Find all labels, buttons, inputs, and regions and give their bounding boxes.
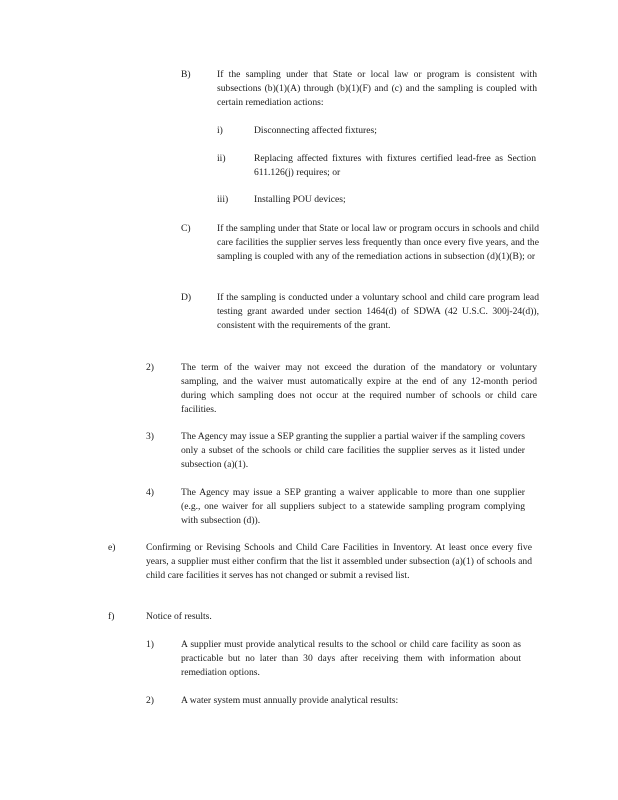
item-label: i) [217,125,223,136]
item-text: A water system must annually provide analytical results: [181,695,399,706]
item-text: The Agency may issue a SEP granting the supplier a partial waiver if the sampling covers only a subset of the schools or child care facilities the supplier serves as it listed under subsection (a)(1). [181,431,525,470]
item-label: iii) [217,194,229,205]
item-label: f) [108,611,115,622]
item-text: The Agency may issue a SEP granting a waiver applicable to more than one supplier (e.g., one waiver for all suppliers subject to a statewide sampling program complying with subsection (d)). [181,487,525,526]
item-label: 3) [146,431,154,442]
item-label: B) [181,69,191,80]
item-text: Notice of results. [146,611,212,622]
item-text: Confirming or Revising Schools and Child Care Facilities in Inventory. At least once every five years, a supplier must either confirm that the list it assembled under subsection (a)(1) of schools and child care facilities it serves has not changed or submit a revised list. [146,542,532,581]
item-label: 2) [146,695,154,706]
item-label: 4) [146,487,154,498]
item-text: Replacing affected fixtures with fixtures certified lead-free as Section 611.126(j) requires; or [254,153,536,178]
item-label: C) [181,223,191,234]
item-text: If the sampling under that State or local law or program is consistent with subsections (b)(1)(A) through (b)(1)(F) and (c) and the sampling is coupled with certain remediation actions: [217,69,537,108]
item-text: If the sampling is conducted under a voluntary school and child care program lead testing grant awarded under section 1464(d) of SDWA (42 U.S.C. 300j-24(d)), consistent with the requirements of the grant. [217,292,539,331]
item-label: 1) [146,639,154,650]
item-text: Disconnecting affected fixtures; [254,125,377,136]
item-label: e) [108,542,116,553]
item-text: Installing POU devices; [254,194,346,205]
item-label: ii) [217,153,226,164]
item-label: D) [181,292,192,303]
item-label: 2) [146,362,154,373]
item-text: If the sampling under that State or local law or program occurs in schools and child care facilities the supplier serves less frequently than once every five years, and the sampling is coupled with any of the remediation actions in subsection (d)(1)(B); or [217,223,539,262]
item-text: The term of the waiver may not exceed the duration of the mandatory or voluntary sampling, and the waiver must automatically expire at the end of any 12-month period during which sampling does not occur at the required number of schools or child care facilities. [181,362,537,415]
item-text: A supplier must provide analytical results to the school or child care facility as soon as practicable but no later than 30 days after receiving them with information about remediation options. [181,639,521,678]
